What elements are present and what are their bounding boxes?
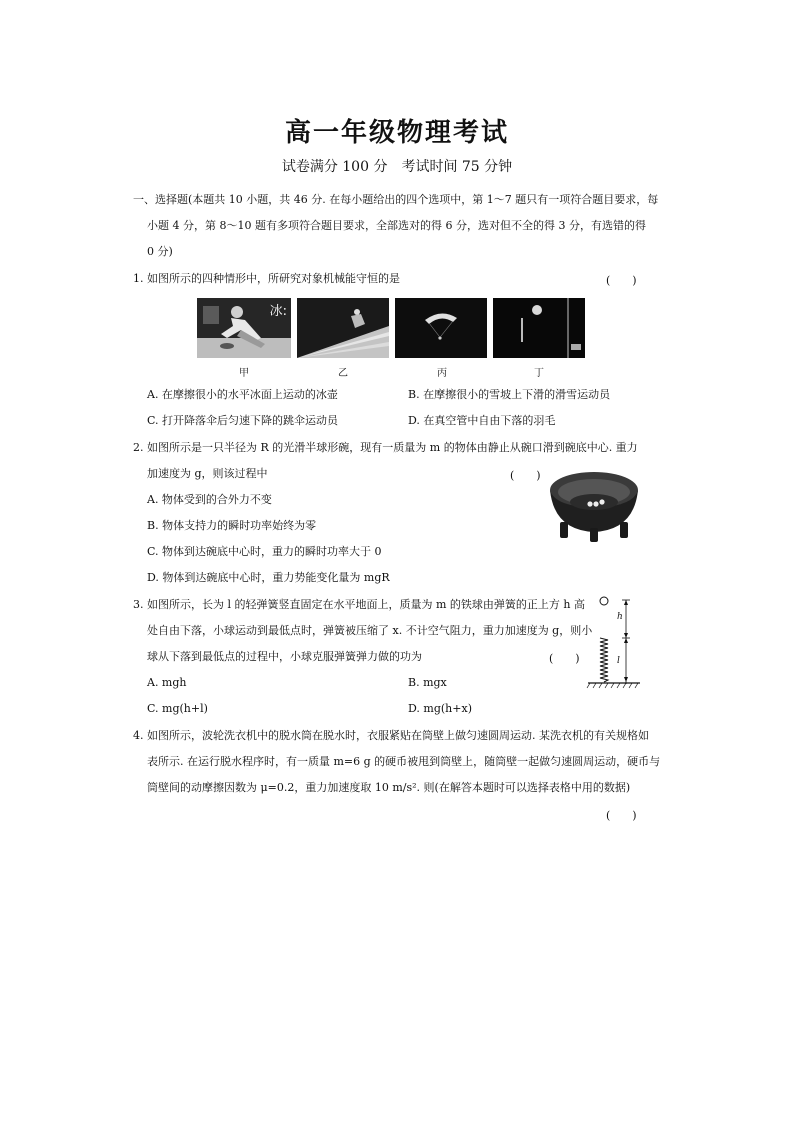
- q1-option-b: B. 在摩擦很小的雪坡上下滑的滑雪运动员: [408, 388, 611, 401]
- q2-stem-line1: 2. 如图所示是一只半径为 R 的光滑半球形碗，现有一质量为 m 的物体由静止从碗口滑到碗底中心. 重力: [133, 441, 638, 454]
- q3-stem-line2: 处自由下落，小球运动到最低点时，弹簧被压缩了 x. 不计空气阻力，重力加速度为 g，则小: [147, 624, 593, 637]
- q3-option-c: C. mg(h+l): [147, 702, 208, 715]
- q1-stem: 1. 如图所示的四种情形中，所研究对象机械能守恒的是: [133, 272, 400, 285]
- section-intro-line3: 0 分): [147, 245, 173, 258]
- q2-option-a: A. 物体受到的合外力不变: [147, 493, 272, 506]
- q3-spring-diagram: [586, 594, 642, 690]
- q2-option-b: B. 物体支持力的瞬时功率始终为零: [147, 519, 317, 532]
- q1-option-d: D. 在真空管中自由下落的羽毛: [408, 414, 556, 427]
- q2-bowl-image: [546, 466, 642, 546]
- q1-option-a: A. 在摩擦很小的水平冰面上运动的冰壶: [147, 388, 338, 401]
- q2-stem-line2: 加速度为 g，则该过程中: [147, 467, 268, 480]
- q4-stem-line2: 表所示. 在运行脱水程序时，有一质量 m=6 g 的硬币被甩到筒壁上，随筒壁一起做匀速圆周运动，硬币与: [147, 755, 661, 768]
- q4-stem-line1: 4. 如图所示，波轮洗衣机中的脱水筒在脱水时，衣服紧贴在筒壁上做匀速圆周运动. 某洗衣机的有关规格如: [133, 729, 649, 742]
- q3-option-a: A. mgh: [147, 676, 187, 689]
- q1-image-parachute: [395, 298, 487, 358]
- q1-caption-4: 丁: [534, 368, 544, 379]
- q3-label-l: l: [617, 656, 620, 666]
- exam-info: 试卷满分 100 分 考试时间 75 分钟: [281, 159, 513, 175]
- q1-image-skier: [297, 298, 389, 358]
- q1-option-c: C. 打开降落伞后匀速下降的跳伞运动员: [147, 414, 339, 427]
- section-intro-line1: 一、选择题(本题共 10 小题，共 46 分. 在每小题给出的四个选项中，第 1～7 题只有一项符合题目要求，每: [133, 193, 659, 206]
- q4-stem-line3: 筒壁间的动摩擦因数为 μ=0.2，重力加速度取 10 m/s². 则(在解答本题时可以选择表格中用的数据): [147, 781, 631, 794]
- q1-image-text: 冰:: [269, 304, 287, 319]
- q2-option-c: C. 物体到达碗底中心时，重力的瞬时功率大于 0: [147, 545, 382, 558]
- q1-caption-1: 甲: [239, 368, 249, 379]
- section-intro-line2: 小题 4 分，第 8～10 题有多项符合题目要求，全部选对的得 6 分，选对但不全的得 3 分，有选错的得: [147, 219, 646, 232]
- q1-caption-3: 丙: [437, 368, 447, 379]
- q2-option-d: D. 物体到达碗底中心时，重力势能变化量为 mgR: [147, 571, 390, 584]
- q3-label-h: h: [617, 612, 623, 622]
- q1-answer-paren: ( ): [606, 274, 637, 287]
- q1-image-curling: [197, 298, 291, 358]
- q1-caption-2: 乙: [338, 368, 348, 379]
- q3-option-d: D. mg(h+x): [408, 702, 472, 715]
- page-title: 高一年级物理考试: [284, 118, 509, 148]
- q3-stem-line3: 球从下落到最低点的过程中，小球克服弹簧弹力做的功为: [147, 650, 422, 663]
- q2-answer-paren: ( ): [510, 469, 541, 482]
- q1-image-vacuum-tube: [493, 298, 585, 358]
- q3-stem-line1: 3. 如图所示，长为 l 的轻弹簧竖直固定在水平地面上，质量为 m 的铁球由弹簧的正上方 h 高: [133, 598, 586, 611]
- q3-answer-paren: ( ): [549, 652, 580, 665]
- q3-option-b: B. mgx: [408, 676, 447, 689]
- q4-answer-paren: ( ): [606, 809, 637, 822]
